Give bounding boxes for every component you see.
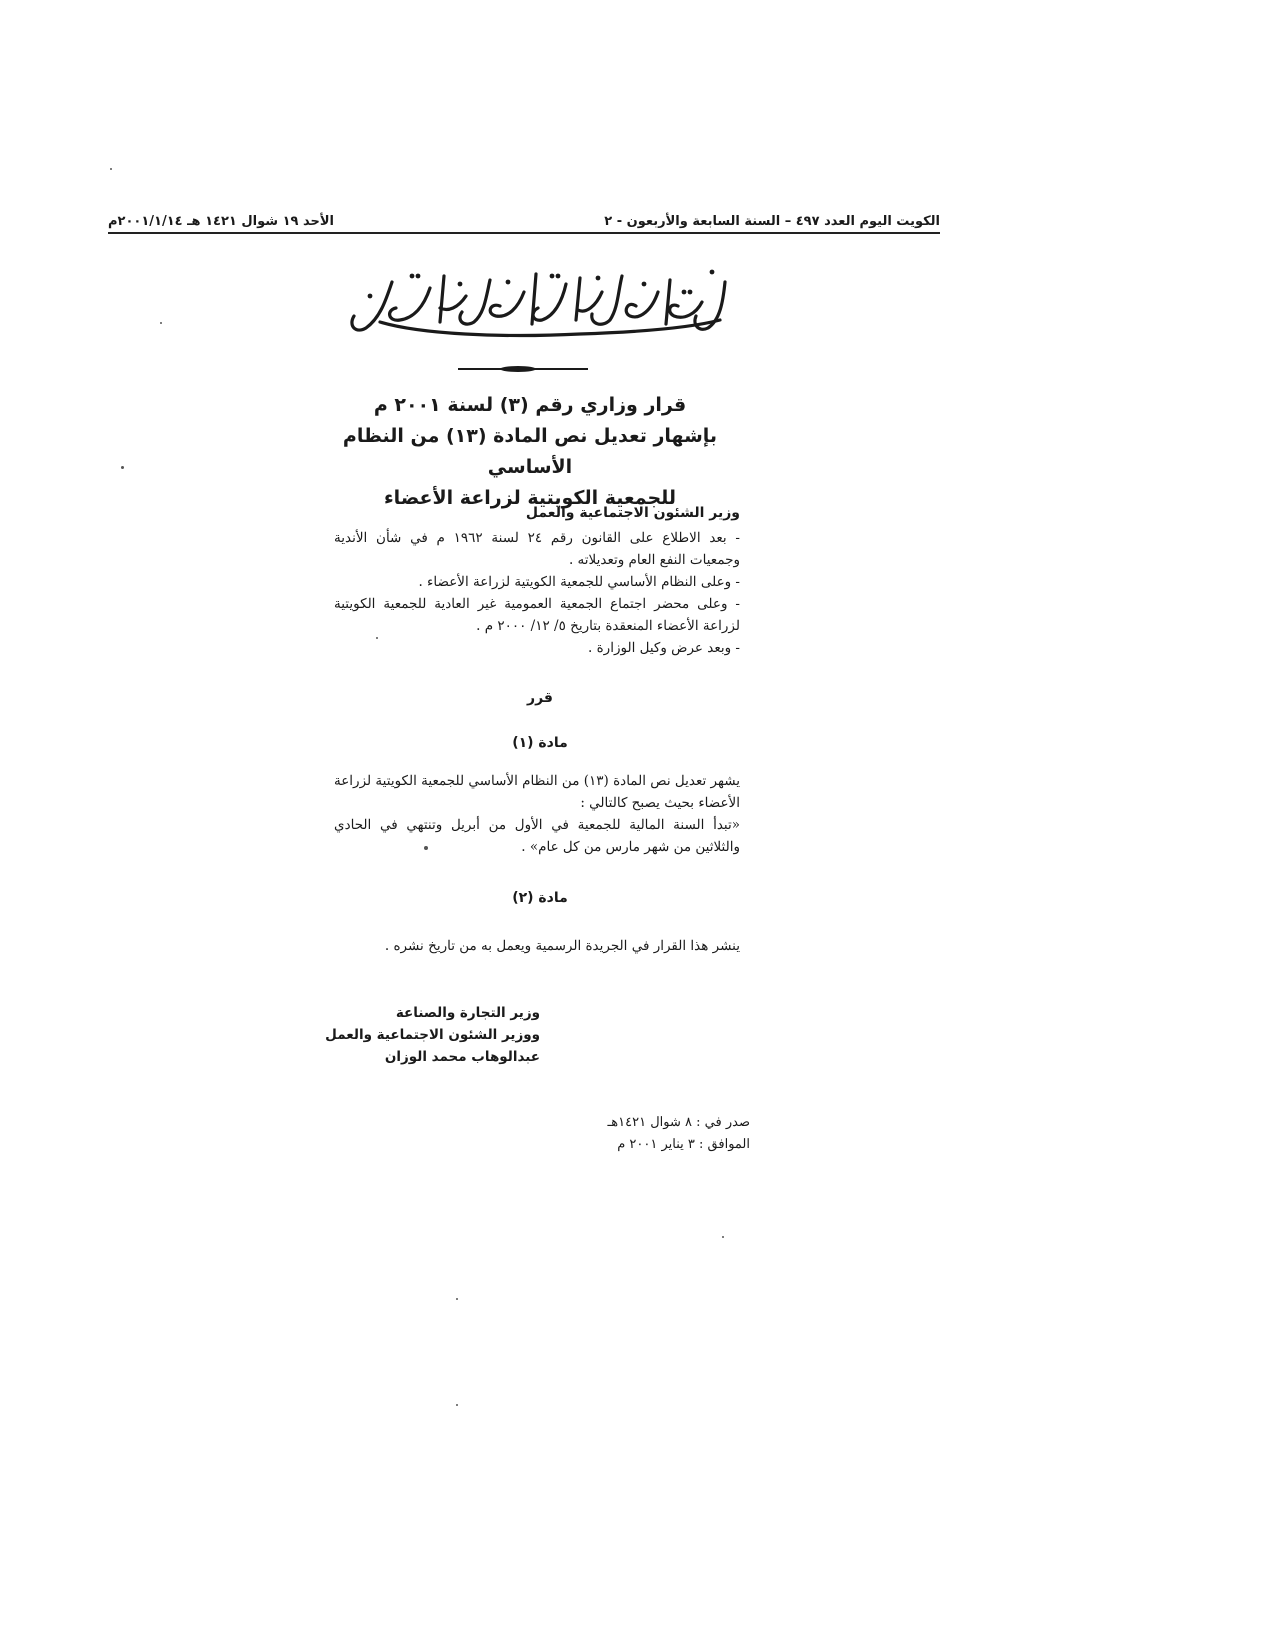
scan-speck xyxy=(456,1298,458,1300)
article-2-text: ينشر هذا القرار في الجريدة الرسمية ويعمل به من تاريخ نشره . xyxy=(384,938,740,954)
header-rule xyxy=(108,232,940,234)
header-issue-info: الكويت اليوم العدد ٤٩٧ – السنة السابعة والأربعون - ٢ xyxy=(604,214,940,229)
scan-speck xyxy=(424,846,428,850)
logo-ornament-rule xyxy=(458,358,588,366)
scan-speck xyxy=(456,1404,458,1406)
scan-speck xyxy=(121,466,124,469)
signature-line-3: عبدالوهاب محمد الوزان xyxy=(384,1049,540,1065)
preamble-item: - بعد الاطلاع على القانون رقم ٢٤ لسنة ١٩٦٢ م في شأن الأندية وجمعيات النفع العام وتعديلاته . xyxy=(334,530,740,568)
preamble-item: - وعلى النظام الأساسي للجمعية الكويتية لزراعة الأعضاء . xyxy=(418,574,740,590)
signature-block xyxy=(325,1002,540,1068)
decree-title xyxy=(320,390,740,514)
ministry-calligraphy-icon xyxy=(340,262,740,346)
issued-hijri-date: صدر في : ٨ شوال ١٤٢١هـ xyxy=(607,1115,750,1130)
issued-gregorian-date: الموافق : ٣ يناير ٢٠٠١ م xyxy=(617,1137,750,1152)
signature-line-1: وزير التجارة والصناعة xyxy=(395,1005,540,1021)
decided-heading: قرر xyxy=(527,690,553,706)
article-2-heading: مادة (٢) xyxy=(512,890,568,906)
preamble xyxy=(334,527,740,659)
scan-speck xyxy=(160,322,162,324)
decree-title-line-2: بإشهار تعديل نص المادة (١٣) من النظام الأساسي xyxy=(342,425,718,478)
issued-date-block xyxy=(570,1112,750,1156)
article-1-line: يشهر تعديل نص المادة (١٣) من النظام الأساسي للجمعية الكويتية لزراعة الأعضاء بحيث يصبح كالتالي : xyxy=(334,773,740,811)
preamble-item: - وعلى محضر اجتماع الجمعية العمومية غير العادية للجمعية الكويتية لزراعة الأعضاء المنعقدة بتاريخ ٥/ ١٢/ ٢٠٠٠ م . xyxy=(334,596,740,634)
decree-title-line-3: للجمعية الكويتية لزراعة الأعضاء xyxy=(383,487,677,509)
article-1-text xyxy=(334,770,740,858)
header-date: الأحد ١٩ شوال ١٤٢١ هـ ٢٠٠١/١/١٤م xyxy=(108,214,334,229)
minister-heading: وزير الشئون الاجتماعية والعمل xyxy=(525,505,740,521)
ministry-logo xyxy=(340,262,740,346)
scan-speck xyxy=(110,168,112,170)
scan-speck xyxy=(376,637,378,639)
preamble-item: - وبعد عرض وكيل الوزارة . xyxy=(588,640,740,656)
scan-speck xyxy=(722,1236,724,1238)
decree-title-line-1: قرار وزاري رقم (٣) لسنة ٢٠٠١ م xyxy=(373,394,687,416)
article-1-line: «تبدأ السنة المالية للجمعية في الأول من أبريل وتنتهي في الحادي والثلاثين من شهر مارس من كل عام» . xyxy=(334,817,740,855)
article-1-heading: مادة (١) xyxy=(512,735,568,751)
signature-line-2: ووزير الشئون الاجتماعية والعمل xyxy=(325,1027,540,1043)
